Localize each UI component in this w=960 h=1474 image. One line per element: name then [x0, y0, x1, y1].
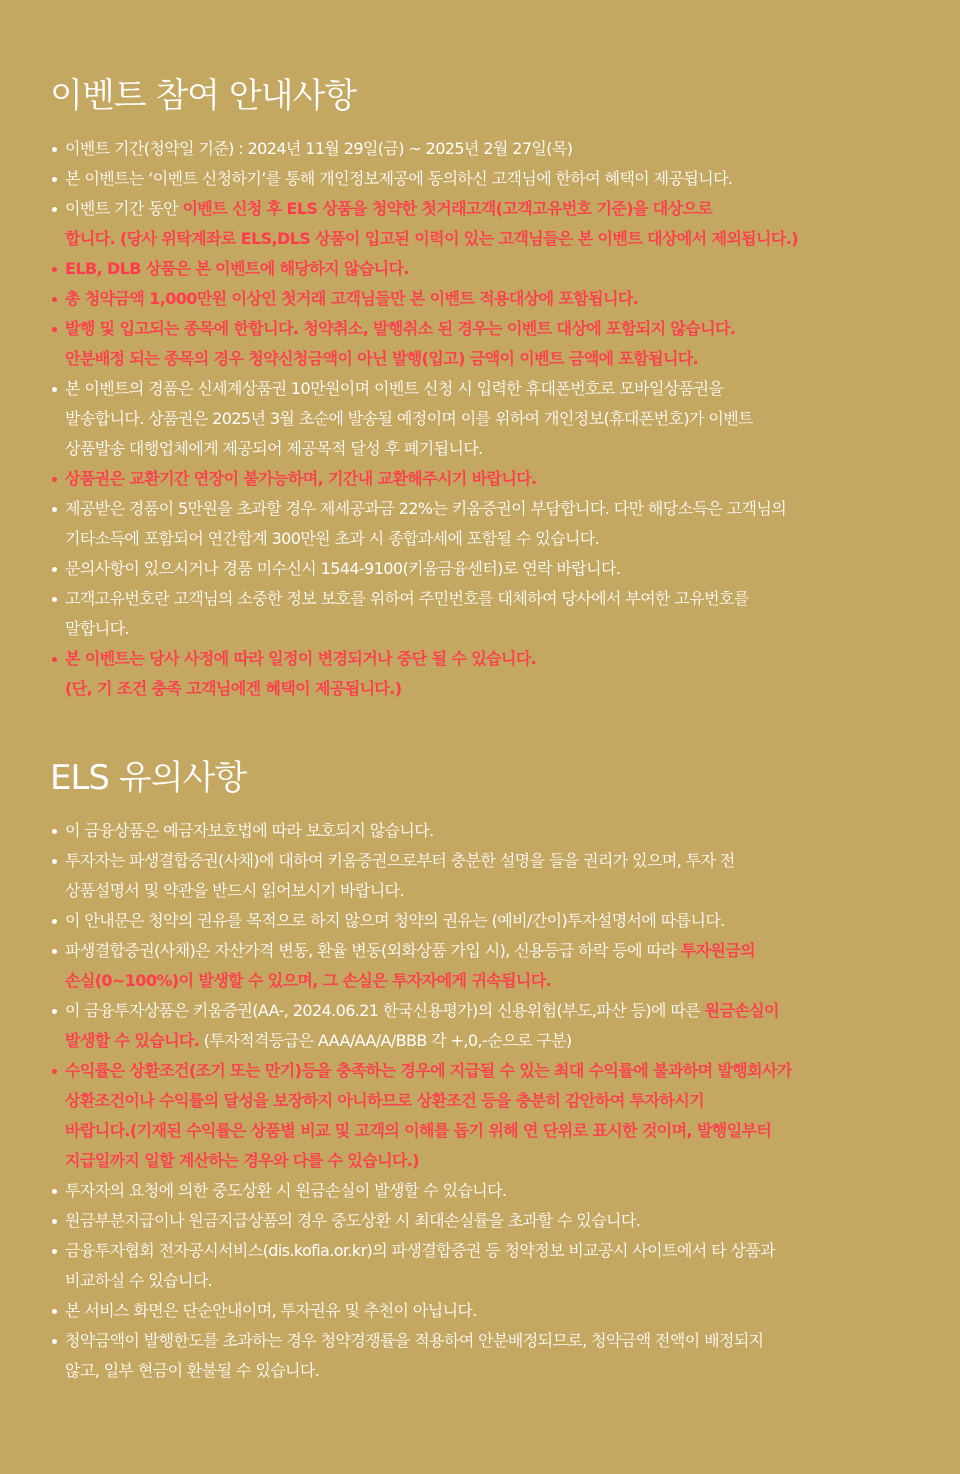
els-caution-section: [50, 704, 920, 1386]
highlight-text: 안분배정 되는 종목의 경우 청약신청금액이 아닌 발행(입고) 금액이 이벤트 금액에 포함됩니다.: [65, 349, 699, 368]
event-notice-item: [50, 314, 920, 374]
notice-line: [65, 1086, 920, 1116]
event-notice-item: [50, 464, 920, 494]
highlight-text: 총 청약금액 1,000만원 이상인 첫거래 고객님들만 본 이벤트 적용대상에 포함됩니다.: [65, 289, 639, 308]
els-notice-item: [50, 1206, 920, 1236]
highlight-text: 발생할 수 있습니다.: [65, 1031, 200, 1050]
highlight-text: 원금손실이: [704, 1001, 779, 1020]
notice-text: 상품발송 대행업체에게 제공되어 제공목적 달성 후 폐기됩니다.: [65, 439, 483, 458]
highlight-text: 상환조건이나 수익률의 달성을 보장하지 아니하므로 상환조건 등을 충분히 감안하여 투자하시기: [65, 1091, 704, 1110]
notice-line: [65, 1296, 920, 1326]
notice-line: [65, 846, 920, 876]
event-notice-item: [50, 194, 920, 254]
notice-line: [65, 644, 920, 674]
notice-text: 이벤트 기간 동안: [65, 199, 183, 218]
notice-line: [65, 374, 920, 404]
notice-line: [65, 674, 920, 704]
notice-line: [65, 1146, 920, 1176]
notice-line: [65, 1056, 920, 1086]
notice-text: 본 이벤트의 경품은 신세계상품권 10만원이며 이벤트 신청 시 입력한 휴대폰번호로 모바일상품권을: [65, 379, 724, 398]
notice-line: [65, 1206, 920, 1236]
els-notice-item: [50, 1176, 920, 1206]
event-notice-section: [50, 0, 920, 704]
notice-line: [65, 906, 920, 936]
event-notice-item: [50, 284, 920, 314]
notice-line: [65, 1356, 920, 1386]
notice-line: [65, 614, 920, 644]
notice-text: 발송합니다. 상품권은 2025년 3월 초순에 발송될 예정이며 이를 위하여 개인정보(휴대폰번호)가 이벤트: [65, 409, 753, 428]
els-notice-item: [50, 1056, 920, 1176]
notice-text: 투자자의 요청에 의한 중도상환 시 원금손실이 발생할 수 있습니다.: [65, 1181, 507, 1200]
notice-text: 않고, 일부 현금이 환불될 수 있습니다.: [65, 1361, 320, 1380]
notice-line: [65, 966, 920, 996]
highlight-text: 상품권은 교환기간 연장이 불가능하며, 기간내 교환해주시기 바랍니다.: [65, 469, 537, 488]
notice-line: [65, 524, 920, 554]
els-notice-item: [50, 1296, 920, 1326]
notice-text: 본 서비스 화면은 단순안내이며, 투자권유 및 추천이 아닙니다.: [65, 1301, 477, 1320]
notice-text: 기타소득에 포함되어 연간합계 300만원 초과 시 종합과세에 포함될 수 있습니다.: [65, 529, 600, 548]
notice-text: (투자적격등급은 AAA/AA/A/BBB 각 +,0,-순으로 구분): [199, 1031, 572, 1050]
notice-line: [65, 254, 920, 284]
notice-line: [65, 1236, 920, 1266]
event-notice-item: [50, 134, 920, 164]
notice-line: [65, 584, 920, 614]
notice-text: 청약금액이 발행한도를 초과하는 경우 청약경쟁률을 적용하여 안분배정되므로, 청약금액 전액이 배정되지: [65, 1331, 764, 1350]
highlight-text: 수익률은 상환조건(조기 또는 만기)등을 충족하는 경우에 지급될 수 있는 최대 수익률에 불과하며 발행회사가: [65, 1061, 792, 1080]
highlight-text: 본 이벤트는 당사 사정에 따라 일정이 변경되거나 중단 될 수 있습니다.: [65, 649, 537, 668]
highlight-text: 투자원금의: [680, 941, 755, 960]
notice-line: [65, 996, 920, 1026]
notice-line: [65, 344, 920, 374]
notice-line: [65, 1026, 920, 1056]
els-notice-item: [50, 846, 920, 906]
notice-line: [65, 816, 920, 846]
els-notice-item: [50, 1326, 920, 1386]
notice-line: [65, 554, 920, 584]
notice-line: [65, 1266, 920, 1296]
notice-text: 고객고유번호란 고객님의 소중한 정보 보호를 위하여 주민번호를 대체하여 당사에서 부여한 고유번호를: [65, 589, 749, 608]
els-notice-item: [50, 996, 920, 1056]
highlight-text: 합니다. (당사 위탁계좌로 ELS,DLS 상품이 입고된 이력이 있는 고객님들은 본 이벤트 대상에서 제외됩니다.): [65, 229, 798, 248]
notice-text: 이 안내문은 청약의 권유를 목적으로 하지 않으며 청약의 권유는 (예비/간이)투자설명서에 따릅니다.: [65, 911, 725, 930]
els-caution-title: ELS 유의사항: [50, 758, 247, 798]
notice-text: 본 이벤트는 ‘이벤트 신청하기’를 통해 개인정보제공에 동의하신 고객님에 한하여 혜택이 제공됩니다.: [65, 169, 733, 188]
els-notice-item: [50, 936, 920, 996]
event-notice-item: [50, 554, 920, 584]
notice-line: [65, 1176, 920, 1206]
notice-text: 투자자는 파생결합증권(사채)에 대하여 키움증권으로부터 충분한 설명을 들을 권리가 있으며, 투자 전: [65, 851, 735, 870]
notice-text: 이 금융투자상품은 키움증권(AA-, 2024.06.21 한국신용평가)의 신용위험(부도,파산 등)에 따른: [65, 1001, 705, 1020]
notice-line: [65, 164, 920, 194]
event-notice-title: 이벤트 참여 안내사항: [50, 76, 357, 116]
notice-text: 제공받은 경품이 5만원을 초과할 경우 제세공과금 22%는 키움증권이 부담합니다. 다만 해당소득은 고객님의: [65, 499, 787, 518]
notice-line: [65, 404, 920, 434]
notice-text: 상품설명서 및 약관을 반드시 읽어보시기 바랍니다.: [65, 881, 404, 900]
highlight-text: 바랍니다.(기재된 수익률은 상품별 비교 및 고객의 이해를 돕기 위해 연 단위로 표시한 것이며, 발행일부터: [65, 1121, 772, 1140]
event-notice-item: [50, 164, 920, 194]
highlight-text: 손실(0~100%)이 발생할 수 있으며, 그 손실은 투자자에게 귀속됩니다.: [65, 971, 552, 990]
highlight-text: ELB, DLB 상품은 본 이벤트에 해당하지 않습니다.: [65, 259, 409, 278]
notice-line: [65, 876, 920, 906]
notice-text: 비교하실 수 있습니다.: [65, 1271, 213, 1290]
notice-text: 금융투자협회 전자공시서비스(dis.kofia.or.kr)의 파생결합증권 등 청약정보 비교공시 사이트에서 타 상품과: [65, 1241, 776, 1260]
highlight-text: 지급일까지 일할 계산하는 경우와 다를 수 있습니다.): [65, 1151, 419, 1170]
notice-line: [65, 936, 920, 966]
notice-text: 원금부분지급이나 원금지급상품의 경우 중도상환 시 최대손실률을 초과할 수 있습니다.: [65, 1211, 641, 1230]
event-notice-item: [50, 374, 920, 464]
notice-line: [65, 314, 920, 344]
notice-line: [65, 134, 920, 164]
els-notice-item: [50, 906, 920, 936]
event-notice-item: [50, 494, 920, 554]
els-notice-item: [50, 816, 920, 846]
els-caution-list: [50, 816, 920, 1386]
notice-text: 이벤트 기간(청약일 기준) : 2024년 11월 29일(금) ~ 2025년 2월 27일(목): [65, 139, 573, 158]
notice-text: 파생결합증권(사채)은 자산가격 변동, 환율 변동(외화상품 가입 시), 신용등급 하락 등에 따라: [65, 941, 681, 960]
notice-text: 이 금융상품은 예금자보호법에 따라 보호되지 않습니다.: [65, 821, 434, 840]
event-notice-list: [50, 134, 920, 704]
notice-line: [65, 1326, 920, 1356]
notice-line: [65, 284, 920, 314]
notice-line: [65, 1116, 920, 1146]
event-notice-item: [50, 644, 920, 704]
event-notice-item: [50, 584, 920, 644]
highlight-text: 발행 및 입고되는 종목에 한합니다. 청약취소, 발행취소 된 경우는 이벤트 대상에 포함되지 않습니다.: [65, 319, 736, 338]
notice-line: [65, 434, 920, 464]
highlight-text: 이벤트 신청 후 ELS 상품을 청약한 첫거래고객(고객고유번호 기준)을 대상으로: [182, 199, 713, 218]
notice-line: [65, 224, 920, 254]
event-notice-item: [50, 254, 920, 284]
notice-line: [65, 494, 920, 524]
notice-text: 문의사항이 있으시거나 경품 미수신시 1544-9100(키움금융센터)로 연락 바랍니다.: [65, 559, 621, 578]
highlight-text: (단, 기 조건 충족 고객님에겐 혜택이 제공됩니다.): [65, 679, 402, 698]
notice-line: [65, 194, 920, 224]
notice-line: [65, 464, 920, 494]
notice-text: 말합니다.: [65, 619, 129, 638]
els-notice-item: [50, 1236, 920, 1296]
